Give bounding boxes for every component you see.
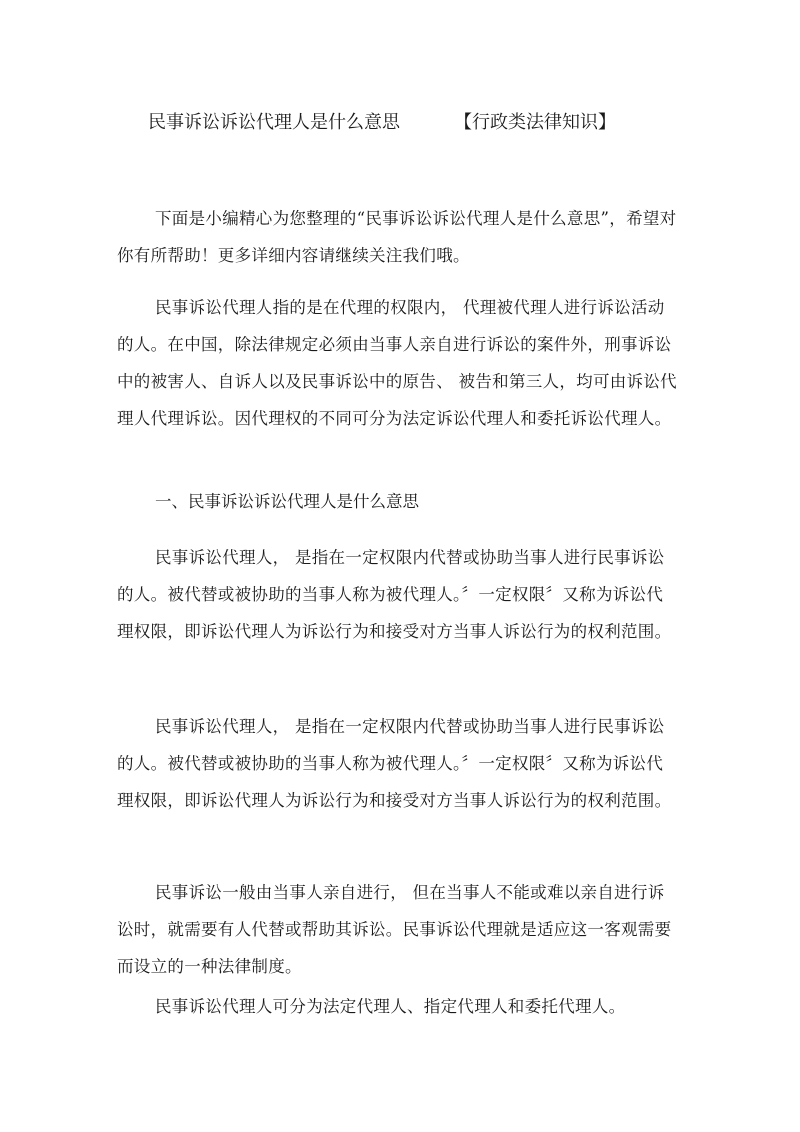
definition-paragraph: 民事诉讼代理人指的是在代理的权限内， 代理被代理人进行诉讼活动的人。在中国，除法律规定必须由当事人亲自进行诉讼的案件外，刑事诉讼中的被害人、自诉人以及民事诉讼中的原告、 被告和第三人，均可由诉讼代理人代理诉讼。因代理权的不同可分为法定诉讼代理人和委托诉讼代理人。 <box>117 298 677 428</box>
intro-paragraph: 下面是小编精心为您整理的“民事诉讼诉讼代理人是什么意思”，希望对你有所帮助！更多详细内容请继续关注我们哦。 <box>117 209 677 265</box>
body-paragraph-4: 民事诉讼代理人可分为法定代理人、指定代理人和委托代理人。 <box>155 997 626 1016</box>
document-title <box>148 108 668 138</box>
body-paragraph-1: 民事诉讼代理人， 是指在一定权限内代替或协助当事人进行民事诉讼的人。被代替或被协助的当事人称为被代理人。〞一定权限〞又称为诉讼代理权限，即诉讼代理人为诉讼行为和接受对方当事人诉讼行为的权利范围。 <box>117 548 672 641</box>
section-heading: 一、民事诉讼诉讼代理人是什么意思 <box>155 492 419 511</box>
title-main: 民事诉讼诉讼代理人是什么意思 <box>148 112 400 133</box>
body-paragraph-3: 民事诉讼一般由当事人亲自进行， 但在当事人不能或难以亲自进行诉讼时，就需要有人代替或帮助其诉讼。民事诉讼代理就是适应这一客观需要而设立的一种法律制度。 <box>117 883 672 976</box>
title-tag: 【行政类法律知识】 <box>454 112 616 133</box>
body-paragraph-2: 民事诉讼代理人， 是指在一定权限内代替或协助当事人进行民事诉讼的人。被代替或被协助的当事人称为被代理人。〞一定权限〞又称为诉讼代理权限，即诉讼代理人为诉讼行为和接受对方当事人诉讼行为的权利范围。 <box>117 717 672 810</box>
